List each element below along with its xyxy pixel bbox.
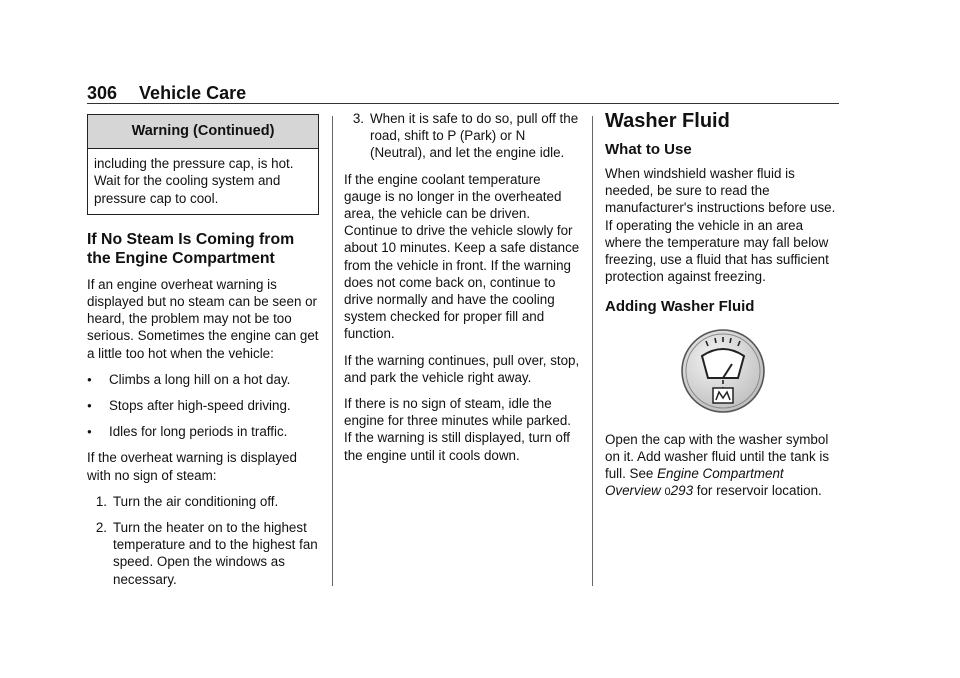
section-title-washer-fluid: Washer Fluid (605, 110, 730, 132)
column-2 (344, 110, 580, 473)
list-item: ● Climbs a long hill on a hot day. (87, 371, 291, 387)
page-reference[interactable]: 293 (670, 483, 694, 499)
bullet-icon: ● (87, 427, 92, 437)
bullet-icon: ● (87, 401, 92, 411)
warning-box (87, 114, 319, 215)
warning-body: including the pressure cap, is hot. Wait for the cooling system and pressure cap to cool. (94, 156, 294, 206)
paragraph: If the warning continues, pull over, stop, and park the vehicle right away. (344, 352, 580, 385)
subheading-what-to-use: What to Use (605, 141, 692, 158)
paragraph: If there is no sign of steam, idle the engine for three minutes while parked. If the warning is still displayed, turn off the engine until it cools down. (344, 396, 572, 463)
subheading-adding-washer-fluid: Adding Washer Fluid (605, 298, 755, 316)
column-divider-2 (592, 116, 593, 586)
header-rule (87, 103, 839, 104)
column-divider-1 (332, 116, 333, 586)
numbered-step: 1. Turn the air conditioning off. (95, 493, 279, 509)
bullet-icon: ● (87, 374, 92, 384)
cross-reference-link[interactable]: Engine Compartment Overview (605, 466, 784, 499)
list-item: ● Idles for long periods in traffic. (87, 424, 288, 440)
warning-title: Warning (Continued) (88, 115, 318, 149)
list-item: ● Stops after high-speed driving. (87, 398, 291, 414)
paragraph: If the engine coolant temperature gauge is no longer in the overheated area, the vehicle can be driven. Continue to drive the vehicle slowly for about 10 minutes. Keep a safe distance from the vehicle in front. If the warning does not come back on, continue to drive normally and have the cooling system checked for proper fill and function. (344, 171, 580, 342)
page-ref-arrow-icon: 0 (664, 486, 671, 499)
washer-fluid-symbol-icon (680, 328, 766, 418)
column-1 (87, 110, 319, 597)
section-title: Vehicle Care (139, 83, 247, 103)
page-header (87, 80, 839, 104)
section-heading: If No Steam Is Coming from the Engine Compartment (87, 230, 295, 267)
numbered-step: 2. Turn the heater on to the highest temperature and to the highest fan speed. Open the windows as necessary. (95, 520, 318, 587)
paragraph: When windshield washer fluid is needed, be sure to read the manufacturer's instructions before use. If operating the vehicle in an area where the temperature may fall below freezing, use a fluid that has sufficient protection against freezing. (605, 166, 836, 285)
intro-paragraph: If an engine overheat warning is displayed but no steam can be seen or heard, the problem may not be too serious. Sometimes the engine can get a little too hot when the vehicle: (87, 276, 319, 361)
page-number: 306 (87, 83, 118, 103)
numbered-step: 3. When it is safe to do so, pull off the road, shift to P (Park) or N (Neutral), and let the engine idle. (352, 111, 579, 161)
column-3 (605, 110, 841, 510)
paragraph: Open the cap with the washer symbol on it. Add washer fluid until the tank is full. See Engine Compartment Overview 0293 for reservoir location. (605, 431, 830, 499)
paragraph: If the overheat warning is displayed with no sign of steam: (87, 450, 297, 483)
